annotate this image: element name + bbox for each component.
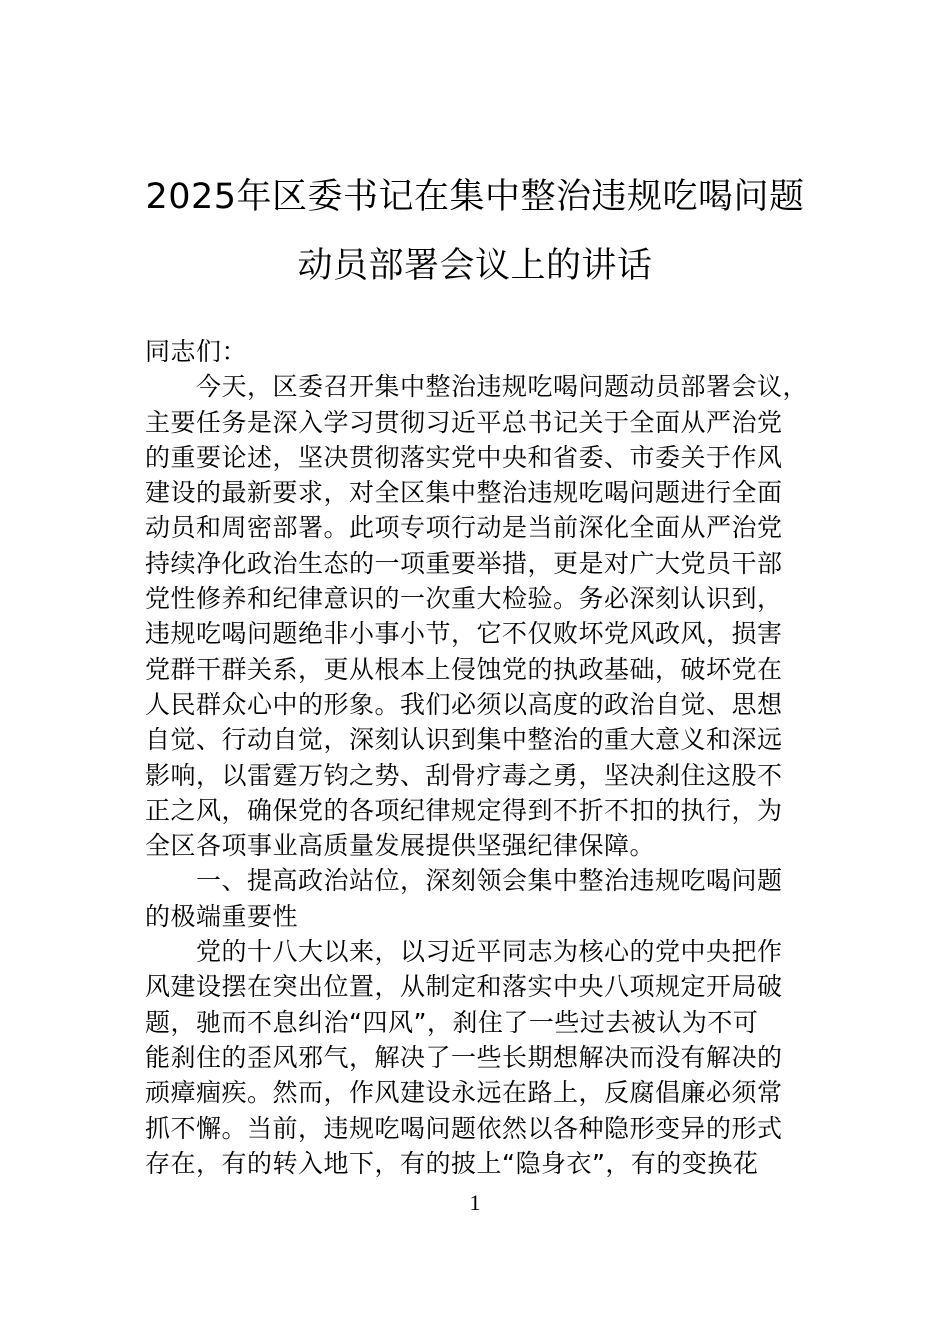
text-line: 今天，区委召开集中整治违规吃喝问题动员部署会议， [145,372,809,402]
text-line: 违规吃喝问题绝非小事小节，它不仅败坏党风政风，损害 [145,619,783,649]
text-line: 存在，有的转入地下，有的披上“隐身衣”，有的变换花 [145,1148,759,1178]
text-line: 党性修养和纪律意识的一次重大检验。务必深刻认识到， [145,584,783,614]
text-line: 建设的最新要求，对全区集中整治违规吃喝问题进行全面 [145,478,783,508]
text-line: 的重要论述，坚决贯彻落实党中央和省委、市委关于作风 [145,442,783,472]
text-line: 顽瘴痼疾。然而，作风建设永远在路上，反腐倡廉必须常 [145,1078,783,1108]
text-line: 自觉、行动自觉，深刻认识到集中整治的重大意义和深远 [145,725,783,755]
section-heading-line: 的极端重要性 [145,901,299,931]
text-line: 动员和周密部署。此项专项行动是当前深化全面从严治党 [145,513,783,543]
text-line: 题，驰而不息纠治“四风”，刹住了一些过去被认为不可 [145,1007,759,1037]
text-line: 全区各项事业高质量发展提供坚强纪律保障。 [145,831,656,861]
page-number: 1 [469,1190,481,1215]
text-line: 党群干群关系，更从根本上侵蚀党的执政基础，破坏党在 [145,654,783,684]
text-line: 持续净化政治生态的一项重要举措，更是对广大党员干部 [145,548,783,578]
text-line: 能刹住的歪风邪气，解决了一些长期想解决而没有解决的 [145,1042,783,1072]
text-line: 主要任务是深入学习贯彻习近平总书记关于全面从严治党 [145,407,783,437]
body-text [145,334,810,1181]
text-line: 党的十八大以来，以习近平同志为核心的党中央把作 [145,937,783,967]
title-line-1: 2025年区委书记在集中整治违规吃喝问题 [145,177,805,217]
text-line: 正之风，确保党的各项纪律规定得到不折不扣的执行，为 [145,795,783,825]
text-line: 抓不懈。当前，违规吃喝问题依然以各种隐形变异的形式 [145,1113,783,1143]
section-heading-line: 一、提高政治站位，深刻领会集中整治违规吃喝问题 [145,866,783,896]
text-line: 影响，以雷霆万钧之势、刮骨疗毒之勇，坚决刹住这股不 [145,760,783,790]
title-line-2: 动员部署会议上的讲话 [297,246,653,286]
text-line: 人民群众心中的形象。我们必须以高度的政治自觉、思想 [145,689,783,719]
salutation: 同志们： [145,337,248,366]
text-line: 风建设摆在突出位置，从制定和落实中央八项规定开局破 [145,972,783,1002]
